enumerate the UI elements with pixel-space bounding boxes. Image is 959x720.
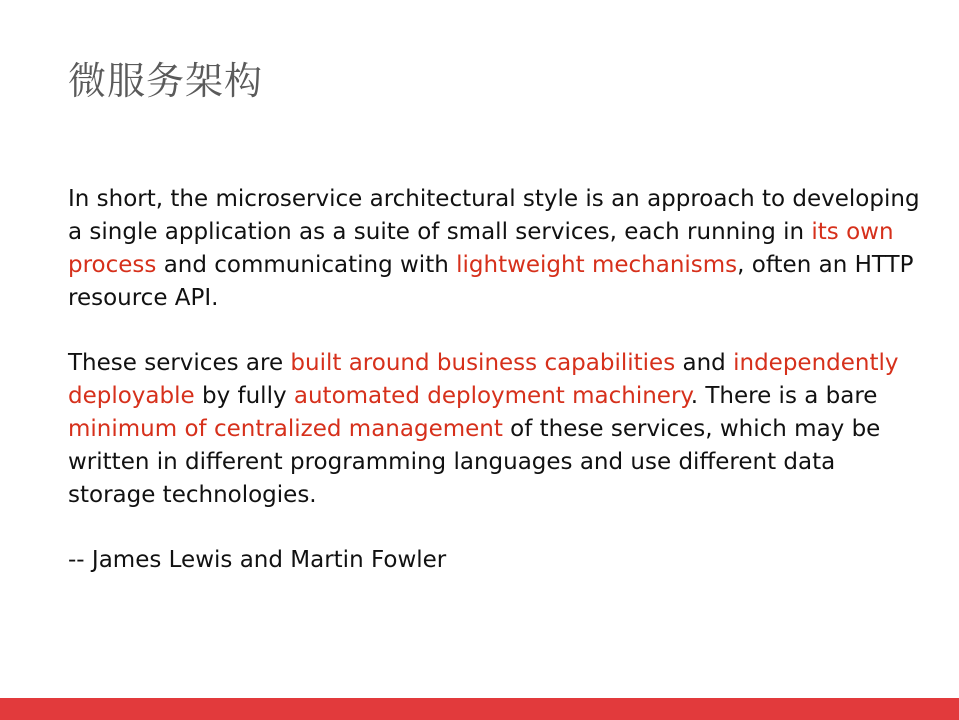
text-segment: In short, the microservice architectural style is an approach to developing a single application as a suite of small services, each running in — [68, 186, 920, 245]
text-segment: These services are — [68, 350, 291, 376]
quote-attribution: -- James Lewis and Martin Fowler — [68, 547, 447, 573]
highlight-centralized-management: minimum of centralized management — [68, 416, 503, 442]
slide-title: 微服务架构 — [68, 59, 264, 103]
quote-paragraph-1 — [68, 183, 928, 315]
text-segment: and communicating with — [156, 252, 457, 278]
quote-body — [68, 183, 928, 577]
highlight-lightweight-mechanisms: lightweight mechanisms — [456, 252, 738, 278]
text-segment: . There is a bare — [690, 383, 878, 409]
quote-paragraph-2 — [68, 347, 928, 512]
highlight-own-process: its own process — [68, 219, 894, 278]
text-segment: , often an HTTP resource API. — [68, 252, 914, 311]
text-segment: of these services, which may be written in different programming languages and use different data storage technologies. — [68, 416, 881, 508]
highlight-automated-deployment: automated deployment machinery — [293, 383, 691, 409]
bottom-accent-bar — [0, 698, 959, 720]
highlight-independently-deployable: independently deployable — [68, 350, 899, 409]
highlight-business-capabilities: built around business capabilities — [290, 350, 676, 376]
text-segment: by fully — [194, 383, 294, 409]
text-segment: and — [675, 350, 734, 376]
